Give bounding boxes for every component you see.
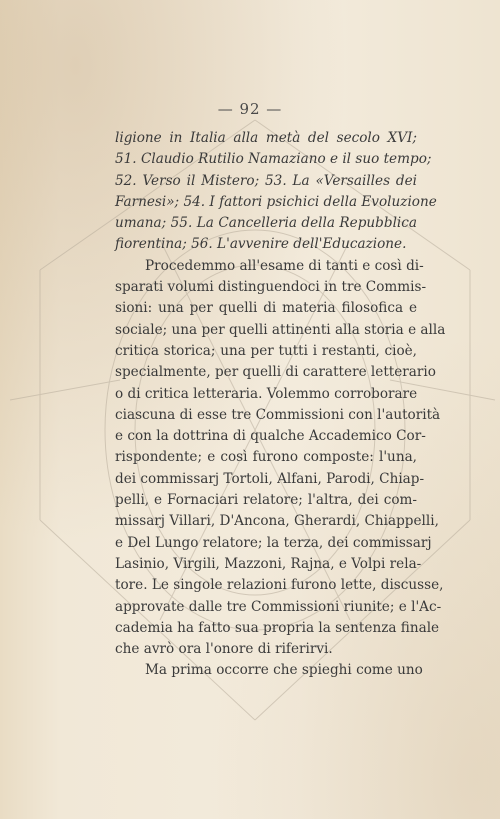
text-line: Ma prima occorre che spieghi come uno [145,662,423,679]
text-line: ciascuna di esse tre Commissioni con l'autorità [115,406,441,423]
text-line: rispondente; e così furono composte: l'una, [115,449,417,466]
text-line: sparati volumi distinguendoci in tre Commis- [115,279,427,296]
text-line: ligione in Italia alla metà del secolo XVI; [115,130,417,146]
text-line: Procedemmo all'esame di tanti e così di- [145,257,424,274]
text-line: missarj Villari, D'Ancona, Gherardi, Chiappelli, [115,513,439,530]
text-line: specialmente, per quelli di carattere letterario [115,364,436,381]
text-line: 51. Claudio Rutilio Namaziano e il suo tempo; [115,151,432,168]
text-line: 52. Verso il Mistero; 53. La «Versailles dei [115,172,417,189]
text-line: e con la dottrina di qualche Accademico Cor- [115,428,426,445]
body-text [115,128,446,682]
text-line: umana; 55. La Cancelleria della Repubblica [115,215,417,232]
text-line: dei commissarj Tortoli, Alfani, Parodi, Chiap- [115,470,425,487]
text-line: tore. Le singole relazioni furono lette, discusse, [115,577,444,594]
text-line: fiorentina; 56. L'avvenire dell'Educazione. [115,236,407,253]
text-line: pelli, e Fornaciari relatore; l'altra, dei com- [115,492,417,509]
text-line: che avrò ora l'onore di riferirvi. [115,641,333,658]
text-line: sioni: una per quelli di materia filosofica e [115,300,417,317]
text-line: approvate dalle tre Commissioni riunite; e l'Ac- [115,598,442,615]
text-line: o di critica letteraria. Volemmo corroborare [115,385,418,402]
text-line: e Del Lungo relatore; la terza, dei commissarj [115,534,432,551]
text-line: Farnesi»; 54. I fattori psichici della Evoluzione [115,193,437,210]
text-line: cademia ha fatto sua propria la sentenza finale [115,619,440,636]
text-line: critica storica; una per tutti i restanti, cioè, [115,342,417,359]
page-number: — 92 — [217,100,283,118]
text-line: Lasinio, Virgili, Mazzoni, Rajna, e Volpi rela- [115,555,422,572]
text-line: sociale; una per quelli attinenti alla storia e alla [115,321,446,338]
